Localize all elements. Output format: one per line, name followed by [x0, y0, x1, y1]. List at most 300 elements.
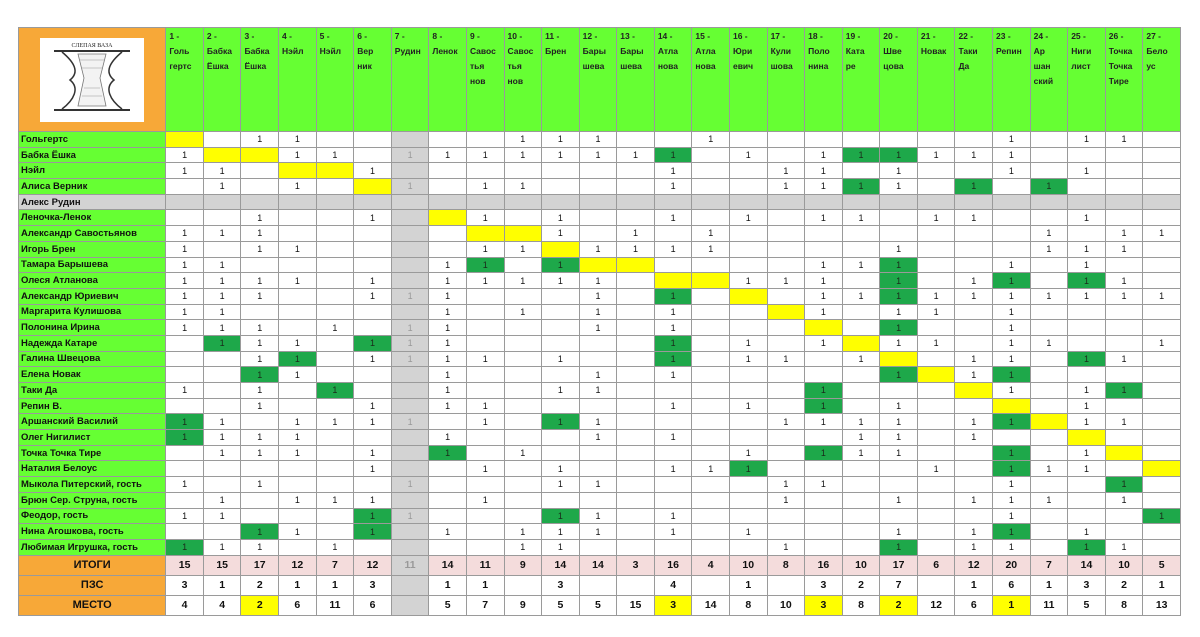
- vote-cell: 1: [354, 524, 392, 540]
- vote-cell: [1030, 445, 1068, 461]
- column-header-line: тья: [469, 61, 485, 71]
- column-header-line: Бары: [620, 46, 644, 56]
- vote-cell: 1: [880, 367, 918, 383]
- table-row: [19, 414, 1181, 430]
- vote-cell: 1: [993, 257, 1031, 273]
- vote-cell: 1: [1068, 524, 1106, 540]
- vote-cell: [842, 398, 880, 414]
- vote-cell: [316, 226, 354, 242]
- vote-cell: 1: [1068, 414, 1106, 430]
- vote-cell: 1: [279, 147, 317, 163]
- vote-cell: [842, 226, 880, 242]
- vote-cell: [166, 351, 204, 367]
- table-row: [19, 320, 1181, 336]
- vote-cell: [504, 461, 542, 477]
- vote-cell: 1: [241, 226, 279, 242]
- vote-cell: 1: [955, 430, 993, 446]
- vote-cell: 1: [429, 335, 467, 351]
- vote-cell: [993, 430, 1031, 446]
- vote-cell: 1: [429, 320, 467, 336]
- vote-cell: [917, 226, 955, 242]
- vote-cell: [617, 492, 655, 508]
- pzs-cell: 3: [542, 575, 580, 595]
- vote-cell: [880, 210, 918, 226]
- vote-cell: [805, 132, 843, 148]
- vote-cell: [955, 383, 993, 399]
- vote-cell: [917, 179, 955, 195]
- column-header: [880, 28, 918, 132]
- vote-cell: [1030, 132, 1068, 148]
- pzs-cell: [767, 575, 805, 595]
- vote-cell: [993, 179, 1031, 195]
- vote-cell: [729, 414, 767, 430]
- column-header-line: Голь: [169, 46, 190, 56]
- vote-cell: 1: [1030, 288, 1068, 304]
- vote-cell: 1: [654, 163, 692, 179]
- vote-cell: [391, 163, 429, 179]
- vote-cell: [354, 304, 392, 320]
- vote-cell: [241, 492, 279, 508]
- vote-cell: 1: [579, 241, 617, 257]
- mesto-cell: 4: [166, 595, 204, 615]
- mesto-cell: [391, 595, 429, 615]
- vote-cell: [692, 147, 730, 163]
- vote-cell: [692, 273, 730, 289]
- vote-cell: 1: [1105, 288, 1143, 304]
- pzs-cell: 3: [1068, 575, 1106, 595]
- vote-cell: [1105, 335, 1143, 351]
- vote-cell: [391, 539, 429, 555]
- table-row: [19, 508, 1181, 524]
- vote-cell: [880, 351, 918, 367]
- column-header: [917, 28, 955, 132]
- vote-cell: 1: [993, 147, 1031, 163]
- vote-cell: 1: [993, 367, 1031, 383]
- vote-cell: 1: [241, 430, 279, 446]
- vote-cell: [805, 194, 843, 210]
- vote-cell: 1: [805, 273, 843, 289]
- vote-cell: 1: [241, 132, 279, 148]
- vote-cell: [1105, 194, 1143, 210]
- pzs-row: [19, 575, 1181, 595]
- column-header-line: шова: [770, 61, 793, 71]
- pzs-label: ПЗС: [19, 575, 166, 595]
- vote-cell: [692, 539, 730, 555]
- mesto-cell: 12: [917, 595, 955, 615]
- vote-cell: 1: [354, 445, 392, 461]
- column-header-line: Ёшка: [206, 61, 229, 71]
- vote-cell: 1: [729, 147, 767, 163]
- column-header-line: Новак: [920, 46, 947, 56]
- vote-cell: 1: [241, 445, 279, 461]
- vote-cell: 1: [880, 335, 918, 351]
- vote-cell: 1: [466, 461, 504, 477]
- vote-cell: 1: [767, 477, 805, 493]
- vote-cell: [842, 320, 880, 336]
- vote-cell: 1: [767, 163, 805, 179]
- vote-cell: [466, 383, 504, 399]
- vote-cell: [579, 398, 617, 414]
- vote-cell: [203, 194, 241, 210]
- vote-cell: [203, 367, 241, 383]
- vote-cell: 1: [767, 492, 805, 508]
- itogi-cell: 15: [166, 555, 204, 575]
- column-header-line: Поло: [808, 46, 830, 56]
- vote-cell: 1: [391, 477, 429, 493]
- vote-cell: 1: [466, 257, 504, 273]
- column-header-line: 10 -: [507, 31, 523, 41]
- vote-cell: [993, 241, 1031, 257]
- vote-cell: [241, 304, 279, 320]
- vote-cell: [729, 304, 767, 320]
- vote-cell: [617, 335, 655, 351]
- column-header-line: 25 -: [1071, 31, 1086, 41]
- vote-cell: 1: [1068, 383, 1106, 399]
- column-header: [1068, 28, 1106, 132]
- table-row: [19, 163, 1181, 179]
- vote-cell: 1: [203, 179, 241, 195]
- vote-cell: [1030, 273, 1068, 289]
- mesto-cell: 1: [993, 595, 1031, 615]
- vote-cell: [692, 524, 730, 540]
- vote-cell: 1: [279, 524, 317, 540]
- vote-cell: 1: [316, 414, 354, 430]
- vote-cell: [729, 492, 767, 508]
- vote-cell: [617, 461, 655, 477]
- vote-cell: 1: [579, 320, 617, 336]
- vote-cell: 1: [880, 445, 918, 461]
- vote-cell: [805, 226, 843, 242]
- vote-cell: [203, 477, 241, 493]
- vote-cell: [955, 132, 993, 148]
- itogi-cell: 14: [1068, 555, 1106, 575]
- vote-cell: [316, 508, 354, 524]
- vote-cell: [542, 335, 580, 351]
- vote-cell: 1: [391, 147, 429, 163]
- mesto-cell: 5: [542, 595, 580, 615]
- vote-cell: [316, 257, 354, 273]
- column-header-line: Юри: [732, 46, 753, 56]
- column-header-line: 23 -: [996, 31, 1011, 41]
- logo-image: [40, 38, 144, 122]
- vote-cell: [391, 383, 429, 399]
- vote-cell: [842, 492, 880, 508]
- vote-cell: 1: [354, 288, 392, 304]
- vote-cell: 1: [1030, 492, 1068, 508]
- vote-cell: [692, 288, 730, 304]
- vote-cell: 1: [993, 414, 1031, 430]
- vote-cell: 1: [579, 273, 617, 289]
- vote-cell: 1: [767, 351, 805, 367]
- vote-cell: 1: [617, 226, 655, 242]
- column-header: [617, 28, 655, 132]
- vote-cell: 1: [805, 179, 843, 195]
- vote-cell: 1: [993, 304, 1031, 320]
- participant-name: Маргарита Кулишова: [19, 304, 166, 320]
- vote-cell: 1: [241, 320, 279, 336]
- vote-cell: [466, 320, 504, 336]
- vote-cell: [955, 194, 993, 210]
- vote-cell: [579, 226, 617, 242]
- vote-cell: 1: [654, 367, 692, 383]
- vote-cell: [504, 414, 542, 430]
- vote-cell: [579, 539, 617, 555]
- itogi-cell: 8: [767, 555, 805, 575]
- column-header-line: нова: [657, 61, 678, 71]
- column-header: [1030, 28, 1068, 132]
- pzs-cell: 7: [880, 575, 918, 595]
- itogi-cell: 9: [504, 555, 542, 575]
- vote-cell: 1: [391, 320, 429, 336]
- vote-cell: [1143, 383, 1181, 399]
- mesto-cell: 7: [466, 595, 504, 615]
- vote-cell: 1: [955, 539, 993, 555]
- vote-cell: [316, 179, 354, 195]
- mesto-cell: 11: [1030, 595, 1068, 615]
- vote-cell: 1: [429, 288, 467, 304]
- vote-cell: [917, 132, 955, 148]
- pzs-cell: [917, 575, 955, 595]
- vote-cell: 1: [1030, 241, 1068, 257]
- vote-cell: [692, 430, 730, 446]
- participant-name: Нина Агошкова, гость: [19, 524, 166, 540]
- vote-cell: [654, 273, 692, 289]
- vote-cell: [917, 163, 955, 179]
- vote-cell: [880, 194, 918, 210]
- vote-cell: [504, 351, 542, 367]
- column-header-line: Кули: [770, 46, 791, 56]
- vote-cell: 1: [993, 492, 1031, 508]
- vote-cell: [579, 257, 617, 273]
- vote-cell: 1: [993, 383, 1031, 399]
- logo-caption: СЛЕПАЯ ВАЗА: [71, 42, 113, 49]
- column-header: [504, 28, 542, 132]
- vote-cell: [767, 194, 805, 210]
- vote-cell: [316, 210, 354, 226]
- vote-cell: [1143, 351, 1181, 367]
- vote-cell: 1: [391, 179, 429, 195]
- participant-name: Полонина Ирина: [19, 320, 166, 336]
- vote-cell: [617, 524, 655, 540]
- vote-cell: [1143, 179, 1181, 195]
- vote-cell: [391, 430, 429, 446]
- vote-cell: 1: [880, 179, 918, 195]
- mesto-cell: 2: [241, 595, 279, 615]
- vote-cell: [692, 508, 730, 524]
- participant-name: Галина Швецова: [19, 351, 166, 367]
- vote-cell: [1068, 179, 1106, 195]
- vote-cell: [654, 257, 692, 273]
- vote-cell: [1143, 210, 1181, 226]
- participant-name: Аршанский Василий: [19, 414, 166, 430]
- vote-cell: [466, 445, 504, 461]
- vote-cell: [1105, 398, 1143, 414]
- vote-cell: 1: [429, 430, 467, 446]
- vote-cell: [1030, 430, 1068, 446]
- vote-cell: 1: [917, 335, 955, 351]
- vote-cell: 1: [166, 257, 204, 273]
- vote-cell: [354, 226, 392, 242]
- vote-cell: [1143, 320, 1181, 336]
- vote-cell: 1: [955, 288, 993, 304]
- vote-cell: 1: [692, 241, 730, 257]
- table-row: [19, 539, 1181, 555]
- vote-cell: [466, 539, 504, 555]
- vote-cell: [279, 163, 317, 179]
- vote-cell: [203, 398, 241, 414]
- vote-cell: [316, 445, 354, 461]
- vote-cell: [617, 477, 655, 493]
- vote-cell: 1: [805, 257, 843, 273]
- vote-cell: 1: [1105, 351, 1143, 367]
- table-row: [19, 335, 1181, 351]
- vote-cell: 1: [466, 210, 504, 226]
- vote-cell: [203, 383, 241, 399]
- vote-cell: 1: [279, 367, 317, 383]
- participant-name: Елена Новак: [19, 367, 166, 383]
- vote-cell: [354, 320, 392, 336]
- column-header-line: Бабка: [244, 46, 270, 56]
- vote-cell: 1: [166, 414, 204, 430]
- vote-cell: [166, 492, 204, 508]
- itogi-cell: 16: [654, 555, 692, 575]
- vote-cell: 1: [542, 257, 580, 273]
- vote-cell: [805, 430, 843, 446]
- vote-cell: [316, 477, 354, 493]
- vote-cell: [1030, 257, 1068, 273]
- vote-cell: 1: [1105, 226, 1143, 242]
- vote-cell: [466, 288, 504, 304]
- vote-cell: 1: [880, 492, 918, 508]
- vote-cell: [729, 288, 767, 304]
- vote-cell: [241, 194, 279, 210]
- pzs-cell: [391, 575, 429, 595]
- vote-cell: 1: [729, 398, 767, 414]
- vote-cell: [279, 194, 317, 210]
- vote-cell: 1: [993, 445, 1031, 461]
- column-header-line: нов: [469, 76, 486, 86]
- vote-cell: [1030, 524, 1068, 540]
- participant-name: Бабка Ёшка: [19, 147, 166, 163]
- vote-cell: 1: [579, 414, 617, 430]
- vote-cell: 1: [279, 179, 317, 195]
- vote-cell: [203, 210, 241, 226]
- vote-cell: [729, 179, 767, 195]
- vote-cell: [1105, 304, 1143, 320]
- vote-cell: [391, 273, 429, 289]
- vote-cell: 1: [316, 383, 354, 399]
- vote-cell: [955, 461, 993, 477]
- vote-cell: [429, 477, 467, 493]
- column-header-line: 3 -: [244, 31, 255, 41]
- mesto-cell: 5: [1068, 595, 1106, 615]
- vote-cell: [354, 241, 392, 257]
- vote-cell: [203, 461, 241, 477]
- vote-cell: [692, 477, 730, 493]
- table-row: [19, 147, 1181, 163]
- vote-cell: 1: [654, 461, 692, 477]
- vote-cell: 1: [993, 132, 1031, 148]
- vote-cell: 1: [805, 163, 843, 179]
- vote-cell: [993, 194, 1031, 210]
- vote-cell: [955, 226, 993, 242]
- participant-name: Тамара Барышева: [19, 257, 166, 273]
- itogi-cell: 15: [203, 555, 241, 575]
- column-header-line: лист: [1071, 61, 1091, 71]
- vote-cell: 1: [1068, 241, 1106, 257]
- vote-cell: 1: [429, 304, 467, 320]
- vote-cell: [1030, 320, 1068, 336]
- vote-cell: [1068, 508, 1106, 524]
- table-row: [19, 273, 1181, 289]
- itogi-cell: 7: [316, 555, 354, 575]
- vote-cell: 1: [579, 304, 617, 320]
- vote-cell: [279, 477, 317, 493]
- vote-cell: [805, 367, 843, 383]
- vote-cell: 1: [880, 414, 918, 430]
- vote-cell: [466, 335, 504, 351]
- table-row: [19, 367, 1181, 383]
- itogi-row: [19, 555, 1181, 575]
- vote-cell: [842, 241, 880, 257]
- vote-cell: [391, 445, 429, 461]
- vote-cell: 1: [203, 414, 241, 430]
- column-header-line: ник: [357, 61, 372, 71]
- column-header: [579, 28, 617, 132]
- vote-cell: 1: [692, 132, 730, 148]
- mesto-cell: 4: [203, 595, 241, 615]
- vote-cell: [692, 320, 730, 336]
- vote-cell: [617, 320, 655, 336]
- table-row: [19, 210, 1181, 226]
- column-header-line: Бабка: [206, 46, 232, 56]
- column-header-line: 6 -: [357, 31, 368, 41]
- vote-cell: 1: [579, 430, 617, 446]
- column-header: [203, 28, 241, 132]
- vote-cell: 1: [354, 273, 392, 289]
- vote-cell: [1068, 477, 1106, 493]
- column-header-line: Вер: [357, 46, 374, 56]
- vote-cell: [955, 335, 993, 351]
- vote-cell: 1: [1068, 273, 1106, 289]
- vote-cell: 1: [429, 445, 467, 461]
- vote-cell: 1: [654, 179, 692, 195]
- vote-cell: [279, 383, 317, 399]
- vote-cell: [729, 226, 767, 242]
- column-header: [241, 28, 279, 132]
- vote-cell: 1: [504, 241, 542, 257]
- vote-cell: 1: [579, 132, 617, 148]
- column-header: [429, 28, 467, 132]
- vote-cell: [542, 320, 580, 336]
- table-row: [19, 445, 1181, 461]
- vote-cell: 1: [955, 492, 993, 508]
- column-header-line: ре: [845, 61, 856, 71]
- vote-cell: 1: [955, 147, 993, 163]
- vote-cell: 1: [279, 445, 317, 461]
- vote-cell: 1: [654, 241, 692, 257]
- itogi-cell: 10: [1105, 555, 1143, 575]
- vote-cell: 1: [466, 273, 504, 289]
- column-header-line: тья: [507, 61, 522, 71]
- vote-cell: [579, 194, 617, 210]
- vote-cell: [692, 492, 730, 508]
- vote-cell: [429, 194, 467, 210]
- vote-cell: [241, 508, 279, 524]
- vote-cell: [692, 179, 730, 195]
- vote-cell: 1: [993, 288, 1031, 304]
- vote-cell: [729, 194, 767, 210]
